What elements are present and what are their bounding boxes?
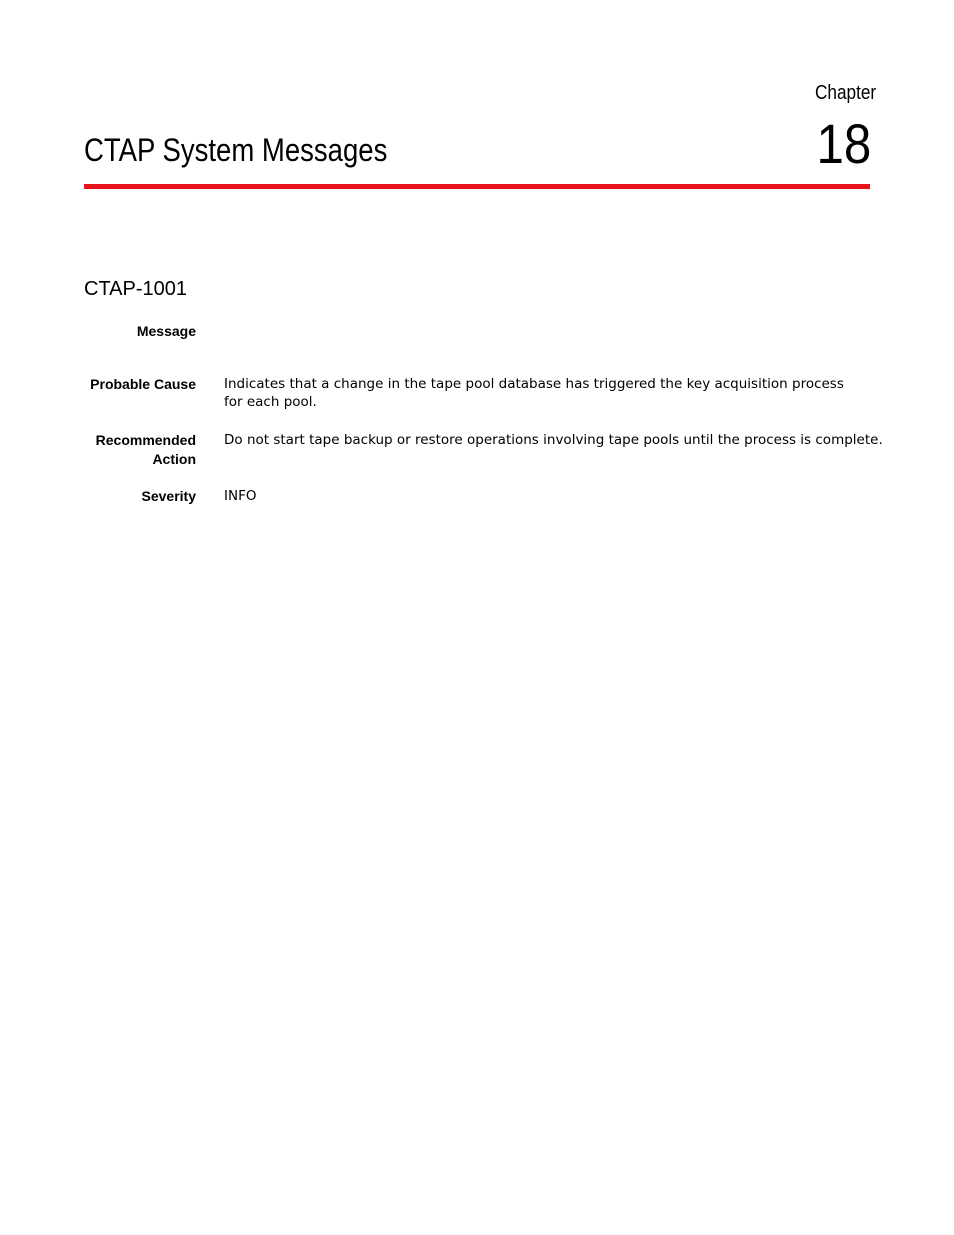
probable-cause-label: Probable Cause — [90, 376, 196, 392]
recommended-action-value: Do not start tape backup or restore operations involving tape pools until the process is complete. — [224, 432, 883, 448]
chapter-title: CTAP System Messages — [84, 132, 388, 168]
recommended-action-label-line2: Action — [152, 451, 196, 467]
message-label: Message — [136, 323, 196, 339]
probable-cause-value: Indicates that a change in the tape pool database has triggered the key acquisition process for each pool. — [224, 376, 844, 410]
chapter-number: 18 — [816, 112, 871, 175]
recommended-action-label — [56, 431, 196, 469]
severity-label: Severity — [141, 488, 196, 504]
message-id-heading: CTAP-1001 — [84, 278, 188, 300]
severity-value: INFO — [224, 488, 257, 504]
recommended-action-label-line1: Recommended — [95, 432, 196, 448]
title-rule — [84, 184, 870, 189]
chapter-label: Chapter — [814, 82, 876, 104]
